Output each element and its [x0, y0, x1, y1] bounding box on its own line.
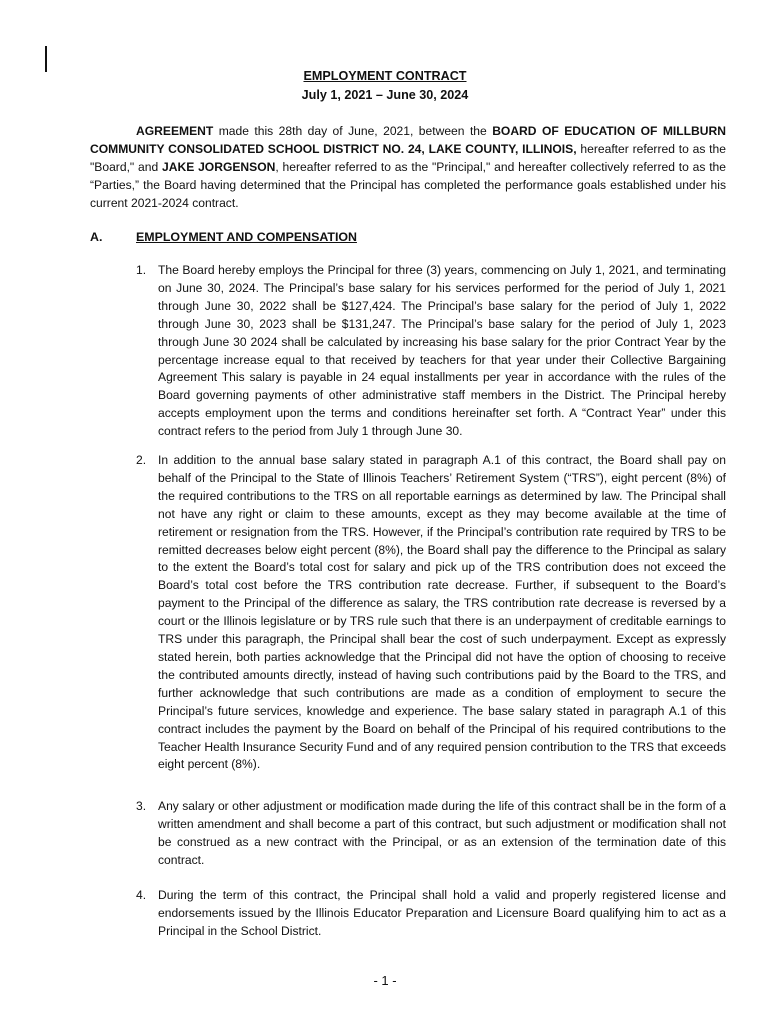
list-item: [136, 452, 726, 774]
list-item-number: 2.: [136, 453, 147, 467]
list-item-text: Any salary or other adjustment or modification made during the life of this contract shall be in the form of a written amendment and shall become a part of this contract, but such adjustment or modification shall not be construed as a new contract with the Principal, or as an extension of the termination date of this contract.: [158, 799, 726, 867]
agreement-paragraph: [90, 123, 726, 213]
agreement-label: AGREEMENT: [136, 124, 214, 138]
board-name: BOARD OF EDUCATION OF MILLBURN COMMUNITY CONSOLIDATED SCHOOL DISTRICT NO. 24, LAKE COUNTY, ILLINOIS,: [90, 124, 726, 156]
list-item-text: The Board hereby employs the Principal for three (3) years, commencing on July 1, 2021, and terminating on June 30, 2024. The Principal’s base salary for his services performed for the period of July 1, 2021 through June 30, 2022 shall be $127,424. The Principal’s base salary for the period of July 1, 2022 through June 30, 2023 shall be $131,247. The Principal’s base salary for the period of July 1, 2023 through June 30 2024 shall be calculated by increasing his base salary for the prior Contract Year by the percentage increase equal to that received by teachers for that year under their Collective Bargaining Agreement This salary is payable in 24 equal installments per year in accordance with the rules of the Board governing payments of other administrative staff members in the District. The Principal hereby accepts employment upon the terms and conditions hereinafter set forth. A “Contract Year” under this contract refers to the period from July 1 through June 30.: [158, 263, 726, 439]
list-item-number: 3.: [136, 799, 147, 813]
page-number: - 1 -: [373, 973, 397, 988]
document-title: EMPLOYMENT CONTRACT: [303, 69, 467, 83]
board-reference-text: hereafter referred to as the "Board," and: [90, 141, 726, 174]
list-item-number: 4.: [136, 888, 147, 902]
list-item: [136, 262, 726, 441]
list-item-number: 1.: [136, 263, 147, 277]
principal-name: JAKE JORGENSON: [162, 159, 276, 174]
list-item: [136, 887, 726, 941]
contract-term: July 1, 2021 – June 30, 2024: [301, 88, 469, 102]
list-item: [136, 798, 726, 870]
section-a-letter: A.: [90, 230, 103, 244]
parties-text: , hereafter referred to as the "Principal," and hereafter collectively referred to as the “Parties,” the Board having determined that the Principal has completed the performance goals established under his current 2021-2024 contract.: [90, 159, 727, 210]
list-item-text: In addition to the annual base salary stated in paragraph A.1 of this contract, the Board shall pay on behalf of the Principal to the State of Illinois Teachers’ Retirement System (“TRS”), eight percent (8%) of the required contributions to the TRS on all reportable earnings as determined by law. The Principal shall not have any right or claim to these amounts, except as they may become available at the time of retirement or resignation from the TRS. However, if the Principal’s contribution rate required by TRS to be remitted decreases below eight percent (8%), the Board shall pay the difference to the Principal as salary to the extent the Board’s total cost for salary and pick up of the TRS contribution does not exceed the Board’s total cost before the TRS contribution rate decrease. Further, if subsequent to the Board’s payment to the Principal of the difference as salary, the TRS contribution rate decrease is reversed by a court or the Illinois legislature or by TRS rule such that there is an underpayment of creditable earnings to TRS under this paragraph, the Principal shall bear the cost of such underpayment. Except as expressly stated herein, both parties acknowledge that the Principal did not have the option of choosing to receive the contributed amounts directly, instead of having such contributions paid by the Board to the TRS, and further acknowledge that such contributions are made as a condition of employment to secure the Principal’s future services, knowledge and experience. The base salary stated in paragraph A.1 of this contract includes the payment by the Board on behalf of the Principal of his required contributions to the Teacher Health Insurance Security Fund and of any required pension contribution to the TRS that exceeds eight percent (8%).: [158, 453, 726, 772]
agreement-date-text: made this 28th day of June, 2021, between the: [213, 124, 493, 138]
section-a-title: EMPLOYMENT AND COMPENSATION: [136, 230, 357, 244]
list-item-text: During the term of this contract, the Principal shall hold a valid and properly registered license and endorsements issued by the Illinois Educator Preparation and Licensure Board qualifying him to act as a Principal in the School District.: [158, 888, 726, 938]
